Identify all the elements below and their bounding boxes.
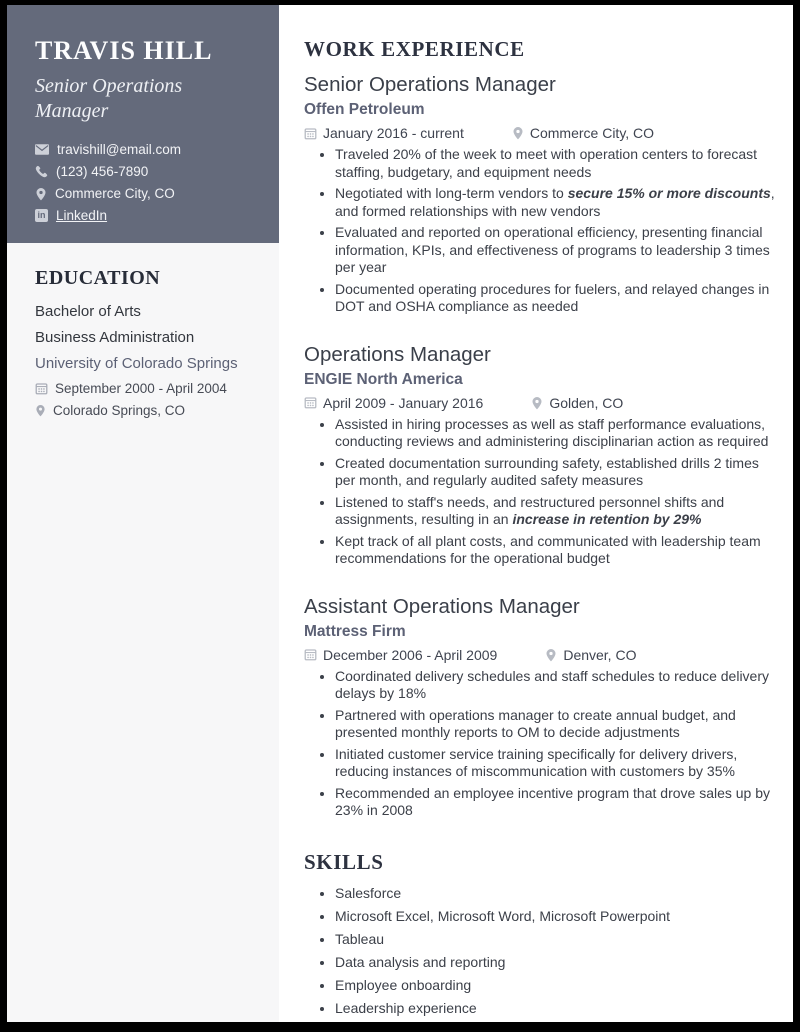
- contact-list: [35, 142, 249, 223]
- skill-item: • Data analysis and reporting: [335, 954, 779, 971]
- job-entry: [304, 594, 779, 820]
- envelope-icon: [35, 144, 49, 155]
- job-location-text: Golden, CO: [549, 394, 624, 411]
- job-dates: [304, 647, 497, 663]
- candidate-name: TRAVIS HILL: [35, 36, 213, 65]
- location-pin-icon: [545, 648, 557, 662]
- skill-item: • Microsoft Excel, Microsoft Word, Microsoft Powerpoint: [335, 908, 779, 925]
- main-content: [304, 5, 793, 1023]
- skill-item: • Leadership experience: [335, 1000, 779, 1017]
- contact-email-text: travishill@email.com: [57, 142, 181, 157]
- education-field: Business Administration: [35, 329, 195, 346]
- location-pin-icon: [35, 404, 46, 417]
- contact-email: [35, 142, 249, 157]
- sidebar: [7, 5, 279, 1022]
- job-bullet: • Kept track of all plant costs, and communicated with leadership team recommendations for the operational budget: [335, 533, 779, 568]
- job-location-text: Denver, CO: [563, 646, 637, 663]
- education-degree: Bachelor of Arts: [35, 303, 141, 320]
- education-dates-text: September 2000 - April 2004: [55, 381, 227, 396]
- skills-heading: SKILLS: [304, 849, 384, 874]
- job-bullets: [304, 416, 779, 568]
- job-bullet: • Evaluated and reported on operational efficiency, presenting financial information, KPIs, and effectiveness of programs to leadership 3 times per year: [335, 224, 779, 277]
- calendar-icon: [35, 382, 48, 395]
- job-location: [512, 125, 654, 141]
- contact-phone: [35, 164, 249, 179]
- job-location: [531, 395, 623, 411]
- job-title: Senior Operations Manager: [304, 73, 556, 96]
- job-bullets: [304, 146, 779, 316]
- company-name: Offen Petroleum: [304, 101, 425, 118]
- contact-linkedin: [35, 208, 249, 223]
- skill-item: • Employee onboarding: [335, 977, 779, 994]
- job-bullet: • Partnered with operations manager to create annual budget, and presented monthly reports to OM to decide adjustments: [335, 707, 779, 742]
- job-dates: [304, 125, 464, 141]
- calendar-icon: [304, 648, 317, 661]
- phone-icon: [35, 165, 48, 178]
- candidate-job-title: Senior Operations Manager: [35, 75, 183, 122]
- job-entry: [304, 342, 779, 568]
- education-dates: [35, 381, 253, 396]
- job-bullet: • Assisted in hiring processes as well as staff performance evaluations, conducting reviews and administering disciplinarian action as required: [335, 416, 779, 451]
- job-dates-text: April 2009 - January 2016: [323, 394, 484, 411]
- job-meta: [304, 125, 779, 141]
- contact-phone-text: (123) 456-7890: [56, 164, 149, 179]
- contact-location-text: Commerce City, CO: [55, 186, 175, 201]
- linkedin-link[interactable]: LinkedIn: [56, 208, 108, 223]
- job-meta: [304, 395, 779, 411]
- education-location-text: Colorado Springs, CO: [53, 403, 186, 418]
- company-name: Mattress Firm: [304, 622, 406, 640]
- education-section: [7, 243, 279, 418]
- job-title: Operations Manager: [304, 342, 491, 366]
- linkedin-icon: in: [35, 209, 48, 222]
- calendar-icon: [304, 396, 317, 409]
- job-location: [545, 647, 636, 663]
- location-pin-icon: [531, 396, 543, 410]
- job-bullet: • Recommended an employee incentive program that drove sales up by 23% in 2008: [335, 785, 779, 820]
- work-experience-heading: WORK EXPERIENCE: [304, 37, 525, 61]
- job-bullet: • Listened to staff's needs, and restructured personnel shifts and assignments, resulting in an increase in retention by 29%: [335, 494, 779, 529]
- job-dates: [304, 395, 483, 411]
- job-bullet: • Negotiated with long-term vendors to secure 15% or more discounts, and formed relationships with new vendors: [335, 185, 779, 220]
- education-heading: EDUCATION: [35, 267, 161, 289]
- job-bullet: • Documented operating procedures for fuelers, and relayed changes in DOT and OSHA compliance as needed: [335, 281, 779, 316]
- location-pin-icon: [512, 126, 524, 140]
- company-name: ENGIE North America: [304, 370, 463, 388]
- job-title: Assistant Operations Manager: [304, 594, 580, 618]
- job-bullet: • Coordinated delivery schedules and staff schedules to reduce delivery delays by 18%: [335, 668, 779, 703]
- identity-panel: [7, 5, 279, 243]
- education-school: University of Colorado Springs: [35, 355, 238, 372]
- job-dates-text: December 2006 - April 2009: [323, 646, 498, 663]
- education-location: [35, 403, 253, 418]
- location-pin-icon: [35, 187, 47, 201]
- job-entry: [304, 72, 779, 316]
- skill-item: • Tableau: [335, 931, 779, 948]
- contact-location: [35, 186, 249, 201]
- job-bullet: • Created documentation surrounding safety, established drills 2 times per month, and regularly audited safety measures: [335, 455, 779, 490]
- job-meta: [304, 647, 779, 663]
- skills-section: [304, 850, 779, 1017]
- job-bullets: [304, 668, 779, 820]
- job-dates-text: January 2016 - current: [323, 125, 464, 141]
- job-bullet: • Traveled 20% of the week to meet with operation centers to forecast staffing, budgetary, and equipment needs: [335, 146, 779, 181]
- skill-item: • Salesforce: [335, 885, 779, 902]
- job-bullet: • Initiated customer service training specifically for delivery drivers, reducing instances of miscommunication with customers by 35%: [335, 746, 779, 781]
- calendar-icon: [304, 127, 317, 140]
- job-location-text: Commerce City, CO: [529, 125, 655, 141]
- skills-list: [304, 885, 779, 1017]
